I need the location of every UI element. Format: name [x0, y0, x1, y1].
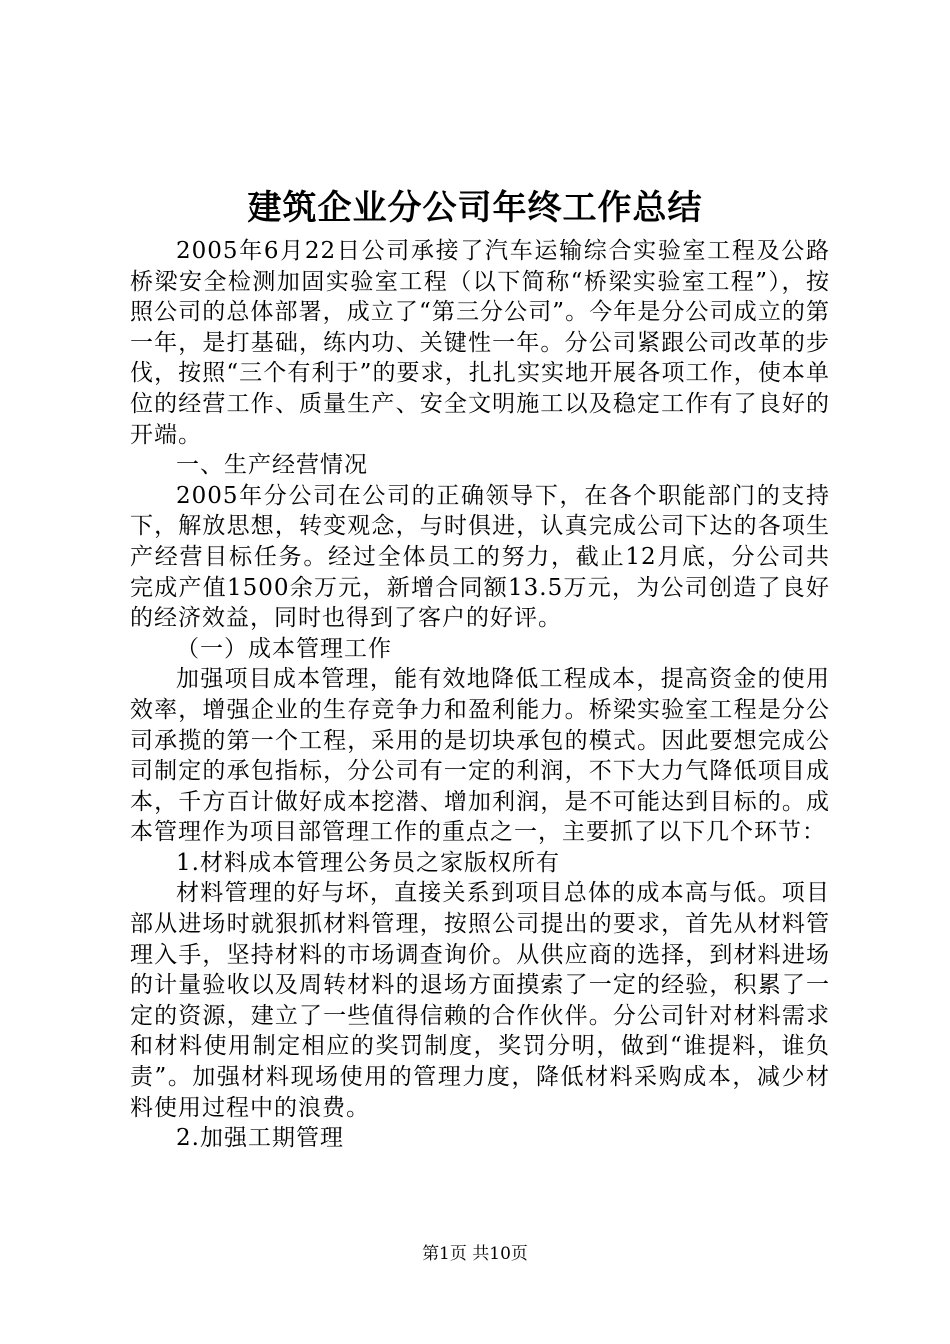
document-body: [130, 236, 830, 1154]
page-number-footer: 第1页 共10页: [422, 1244, 528, 1264]
item-heading-material: 1.材料成本管理公务员之家版权所有: [176, 849, 560, 876]
section-heading-production: 一、生产经营情况: [176, 452, 368, 479]
item-heading-schedule: 2.加强工期管理: [176, 1125, 344, 1152]
production-paragraph: 2005年分公司在公司的正确领导下，在各个职能部门的支持下，解放思想，转变观念，与时俱进，认真完成公司下达的各项生产经营目标任务。经过全体员工的努力，截止12月底，分公司共完成产值1500余万元，新增合同额13.5万元，为公司创造了良好的经济效益，同时也得到了客户的好评。: [130, 482, 830, 632]
material-paragraph: 材料管理的好与坏，直接关系到项目总体的成本高与低。项目部从进场时就狠抓材料管理，按照公司提出的要求，首先从材料管理入手，坚持材料的市场调查询价。从供应商的选择，到材料进场的计量验收以及周转材料的退场方面摸索了一定的经验，积累了一定的资源，建立了一些值得信赖的合作伙伴。分公司针对材料需求和材料使用制定相应的奖罚制度，奖罚分明，做到“谁提料，谁负责”。加强材料现场使用的管理力度，降低材料采购成本，减少材料使用过程中的浪费。: [130, 880, 830, 1121]
subsection-heading-cost: （一）成本管理工作: [176, 635, 392, 662]
intro-paragraph: 2005年6月22日公司承接了汽车运输综合实验室工程及公路桥梁安全检测加固实验室工程（以下简称“桥梁实验室工程”），按照公司的总体部署，成立了“第三分公司”。今年是分公司成立的第一年，是打基础，练内功、关键性一年。分公司紧跟公司改革的步伐，按照“三个有利于”的要求，扎扎实实地开展各项工作，使本单位的经营工作、质量生产、安全文明施工以及稳定工作有了良好的开端。: [130, 238, 830, 448]
document-title: 建筑企业分公司年终工作总结: [247, 188, 703, 228]
cost-paragraph: 加强项目成本管理，能有效地降低工程成本，提高资金的使用效率，增强企业的生存竞争力和盈利能力。桥梁实验室工程是分公司承揽的第一个工程，采用的是切块承包的模式。因此要想完成公司制定的承包指标，分公司有一定的利润，不下大力气降低项目成本，千方百计做好成本挖潜、增加利润，是不可能达到目标的。成本管理作为项目部管理工作的重点之一，主要抓了以下几个环节：: [130, 666, 830, 846]
